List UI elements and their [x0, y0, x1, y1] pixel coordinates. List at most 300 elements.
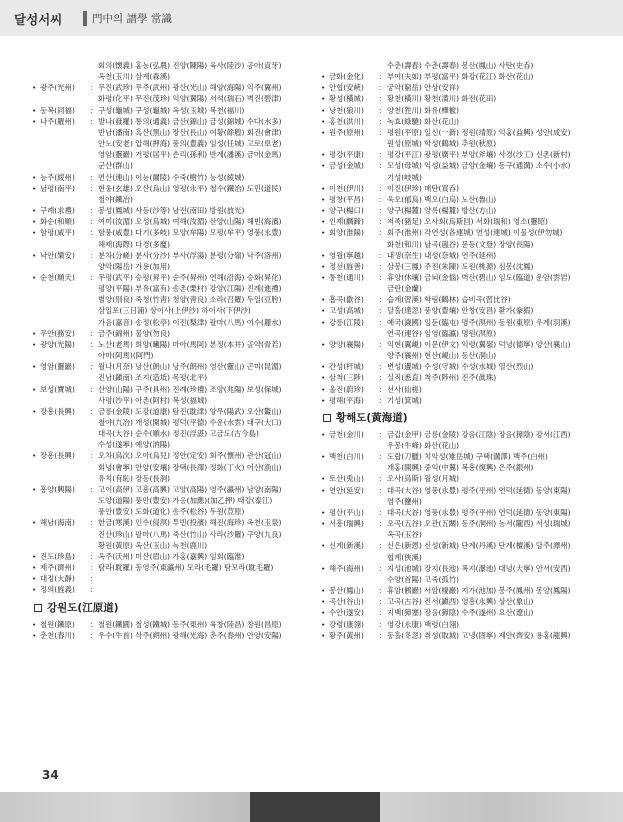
- historical-names: 수양(首陽) 고죽(孤竹): [387, 574, 460, 584]
- region-entry: [32, 250, 304, 261]
- region-entry: [321, 596, 593, 607]
- region-entry: [32, 562, 304, 573]
- bullet-icon: •: [321, 194, 326, 204]
- historical-names: 화천(和川) 남곡(嵐谷) 문등(文登) 장양(長陽): [387, 239, 534, 249]
- region-entry-continuation: [98, 529, 304, 540]
- region-entry: [32, 450, 304, 461]
- historical-names: 안노(安老) 압해(押海) 풍의(豊義) 임성(任城) 고로(阜老): [98, 139, 282, 149]
- bullet-icon: •: [32, 406, 37, 416]
- region-entry-continuation: [387, 60, 593, 71]
- historical-names: 우수(牛首) 삭주(朔州) 광해(光海) 춘주(春州) 안양(安陽): [98, 630, 282, 640]
- region-entry: [32, 406, 304, 417]
- historical-names: 신은(新恩) 신성(新城) 단계(丹溪) 단계(檀溪) 담주(潭州): [387, 541, 571, 551]
- historical-names: 지성(池城) 장지(長池) 폭지(瀑池) 대녕(大寧) 안서(安西): [387, 563, 571, 573]
- historical-names: 양천(狌川) 화유(樺楡): [387, 105, 460, 115]
- region-entry: [321, 485, 593, 496]
- bullet-icon: •: [32, 563, 37, 573]
- region-name: 인제(麟蹄): [329, 217, 364, 227]
- region-name: 연안(延安): [329, 485, 364, 495]
- historical-names: 휴암(鵂巖) 서암(棲巖) 지가(池加) 봉주(鳳州) 봉양(鳳陽): [387, 586, 571, 596]
- colon-separator: :: [379, 395, 382, 405]
- historical-names: 영암(靈巖) 거평(居平) 손리(孫利) 반계(潘溪) 금마(金馬): [98, 150, 282, 160]
- region-name: 평산(平山): [329, 507, 364, 517]
- bullet-icon: •: [321, 507, 326, 517]
- bullet-icon: •: [32, 574, 37, 584]
- historical-names: 금릉(金陵) 도강(道康) 탐진(耽津) 양무(陽武) 오산(鰲山): [98, 406, 282, 416]
- historical-names: 염주(鹽州): [387, 496, 422, 506]
- colon-separator: :: [379, 507, 382, 517]
- region-entry: [321, 294, 593, 305]
- historical-names: 삼봉(三鳳) 주진(朱陳) 도원(桃源) 심봉(沈鳳): [387, 261, 534, 271]
- region-entry-continuation: [98, 239, 304, 250]
- bullet-icon: •: [321, 228, 326, 238]
- bullet-icon: •: [32, 172, 37, 182]
- region-entry: [32, 183, 304, 194]
- colon-separator: :: [379, 317, 382, 327]
- historical-names: 산양(山陽) 구주(具州) 진례(珍禮) 조양(兆陽) 보성(保城): [98, 384, 282, 394]
- historical-names: 녹효(綠驍) 화산(花山): [387, 116, 460, 126]
- historical-names: 금갑(金甲) 금릉(金陵) 강음(江陰) 장음(獐陰) 강서(江西): [387, 429, 571, 439]
- historical-names: 평강(平江) 광평(廣平) 부양(斧壤) 사경(沙工) 신촌(新村): [387, 150, 571, 160]
- region-entry: [321, 149, 593, 160]
- colon-separator: :: [90, 328, 93, 338]
- region-entry-continuation: [98, 127, 304, 138]
- region-entry: [321, 540, 593, 551]
- historical-names: 평양(平陽) 부유(富有) 송촌(栗村) 강양(江陽) 진례(進禮): [98, 284, 282, 294]
- region-name: 금성(金城): [329, 161, 364, 171]
- colon-separator: :: [379, 362, 382, 372]
- historical-names: 발나(發羅) 통의(通義) 금산(錦山) 금성(錦城) 수다(水多): [98, 116, 282, 126]
- colon-separator: :: [379, 586, 382, 596]
- historical-names: 월나(月奈) 낭산(朗山) 낭주(朗州) 영산(靈山) 곤미(昆湄): [98, 362, 282, 372]
- region-entry-continuation: [387, 239, 593, 250]
- region-name: 토산(兎山): [329, 474, 364, 484]
- colon-separator: :: [379, 217, 382, 227]
- region-entry-continuation: [98, 294, 304, 305]
- bullet-icon: •: [321, 541, 326, 551]
- region-entry-continuation: [98, 71, 304, 82]
- bullet-icon: •: [321, 630, 326, 640]
- colon-separator: :: [379, 127, 382, 137]
- region-entry-continuation: [98, 350, 304, 361]
- historical-names: 달홀(達忽) 풍양(豊壤) 안창(安昌) 환가(豢猳): [387, 306, 534, 316]
- region-entry: [32, 384, 304, 395]
- historical-names: 분차(分嵯) 분사(分沙) 부사(浮湯) 분령(分嶺) 낙주(洛州): [98, 250, 282, 260]
- colon-separator: :: [379, 474, 382, 484]
- region-entry: [321, 305, 593, 316]
- bullet-icon: •: [32, 518, 37, 528]
- historical-names: 오차(烏次) 오아(烏兒) 정안(定安) 회주(懷州) 관산(冠山): [98, 451, 282, 461]
- region-name: 울진(蔚珍): [329, 384, 364, 394]
- historical-names: 화평(化平) 무진(茂珍) 익양(翼陽) 서석(瑞石) 벽진(碧津): [98, 94, 282, 104]
- colon-separator: :: [90, 362, 93, 372]
- historical-names: 아마(阿馬)(阿門): [98, 351, 154, 361]
- historical-names: 진남(鎭南) 조지(造坻) 목평(北平): [98, 373, 208, 383]
- region-entry: [32, 216, 304, 227]
- region-entry: [321, 272, 593, 283]
- historical-names: 철야(九冶) 개성(開城) 평덕(平德) 수운(水雲) 대구(大口): [98, 418, 282, 427]
- region-entry: [321, 105, 593, 116]
- bullet-icon: •: [32, 585, 37, 595]
- bullet-icon: •: [321, 619, 326, 629]
- region-entry: [321, 630, 593, 641]
- colon-separator: :: [379, 194, 382, 204]
- region-entry: [321, 619, 593, 630]
- historical-names: 양구(楊麓) 양록(楊麓) 방산(方山): [387, 206, 497, 216]
- colon-separator: :: [379, 384, 382, 394]
- region-name: 낭천(狼川): [329, 105, 364, 115]
- historical-names: 옥천(玉川) 삼계(森溪): [98, 72, 171, 82]
- region-entry: [321, 250, 593, 261]
- colon-separator: :: [379, 452, 382, 462]
- bullet-icon: •: [321, 339, 326, 349]
- region-name: 회양(淮陽): [329, 228, 364, 238]
- region-name: 홍천(洪川): [329, 116, 364, 126]
- region-entry-continuation: [98, 506, 304, 517]
- region-entry: [32, 328, 304, 339]
- historical-names: 궁악(窮岳) 안상(安祥): [387, 83, 460, 93]
- historical-names: 함풍(咸豊) 다기(多岐) 모양(牟陽) 모평(牟平) 영풍(永豊): [98, 228, 282, 238]
- region-entry-continuation: [98, 317, 304, 328]
- historical-names: 우봉(牛峰) 화산(花山): [387, 441, 460, 450]
- colon-separator: :: [90, 630, 93, 640]
- region-name: 이천(伊川): [329, 183, 364, 193]
- region-entry: [321, 261, 593, 272]
- region-name: 양양(襄陽): [329, 339, 364, 349]
- historical-names: 풍안(豊安) 도화(道化) 송주(松谷) 두원(荳原): [98, 507, 245, 517]
- historical-names: 대곡(大谷) 순수(順水) 정진(浮湛) 고금도(古今島): [98, 429, 259, 439]
- region-entry-continuation: [98, 473, 304, 484]
- historical-names: 연곡(連谷) 임영(臨瀛) 명원(溟原): [387, 328, 497, 338]
- region-entry: [321, 429, 593, 440]
- historical-names: 철야(鐵冶): [98, 194, 133, 204]
- bullet-icon: •: [321, 206, 326, 216]
- historical-names: 수성(遂寧) 예양(汭陽): [98, 440, 171, 450]
- historical-names: 한금(寒溪) 인수(侵溟) 투빈(投濱) 해진(海珍) 옥천(玉泉): [98, 518, 282, 528]
- region-entry-continuation: [387, 283, 593, 294]
- region-name: 강령(康翎): [329, 619, 364, 629]
- colon-separator: :: [379, 161, 382, 171]
- historical-names: 대곡(大谷) 영풍(永豊) 평주(平州) 연덕(延德) 동양(東陽): [387, 485, 571, 495]
- historical-names: 황원(黃原) 옥산(玉山) 녹천(鹿川): [98, 540, 208, 550]
- historical-names: 개홍(開興) 중익(中翼) 복흥(復興) 은주(銀州): [387, 463, 534, 473]
- region-name: 강릉(江陵): [329, 317, 364, 327]
- region-entry: [321, 339, 593, 350]
- historical-names: 구성(龜城) 구성(龜城) 옥성(玉城) 복천(福川): [98, 105, 245, 115]
- historical-names: 양악(陽岳) 가용(加用): [98, 261, 171, 271]
- historical-names: 삼일포(三日浦) 상이사(上伊沙) 하이사(下伊沙): [98, 306, 251, 316]
- right-column: [321, 60, 593, 641]
- colon-separator: :: [90, 217, 93, 227]
- bullet-icon: •: [32, 116, 37, 126]
- colon-separator: :: [90, 451, 93, 461]
- historical-names: 노산(老馬) 희양(曦陽) 마아(馬阿) 본정(本井) 골약(骨若): [98, 339, 282, 349]
- page-number: 34: [42, 768, 59, 782]
- colon-separator: :: [379, 429, 382, 439]
- region-name: 해주(海州): [329, 563, 364, 573]
- site-title: 달성서씨: [14, 12, 63, 27]
- region-entry: [321, 395, 593, 406]
- region-entry: [32, 272, 304, 283]
- region-entry: [32, 573, 304, 584]
- colon-separator: :: [90, 518, 93, 528]
- region-entry-continuation: [98, 540, 304, 551]
- historical-names: 회의(懷義) 홍농(弘農) 진양(陳陽) 육사(陸沙) 공아(貢牙): [98, 61, 282, 70]
- colon-separator: :: [379, 72, 382, 82]
- province-label: 황해도(黃海道): [336, 412, 408, 425]
- bullet-icon: •: [32, 105, 37, 115]
- bullet-icon: •: [321, 183, 326, 193]
- bullet-icon: •: [321, 373, 326, 383]
- region-entry: [32, 227, 304, 238]
- colon-separator: :: [379, 373, 382, 383]
- bullet-icon: •: [321, 306, 326, 316]
- region-entry: [321, 82, 593, 93]
- historical-names: 모성(母城) 익성(益城) 금양(金壤) 동구(通溝) 소수(小水): [387, 161, 571, 171]
- bullet-icon: •: [321, 362, 326, 372]
- bullet-icon: •: [321, 384, 326, 394]
- historical-names: 철원(鐵圓) 철성(鐵城) 동주(東州) 육창(陸昌) 창원(昌原): [98, 619, 282, 629]
- colon-separator: :: [90, 250, 93, 260]
- region-entry: [321, 227, 593, 238]
- historical-names: 가음(嘉音) 송정(松亭) 이진(梨津) 팔마(八馬) 여수(麗水): [98, 317, 282, 327]
- header-divider: [83, 11, 87, 26]
- region-name: 신계(新溪): [329, 541, 364, 551]
- historical-names: 기성(岐城): [387, 172, 422, 182]
- province-heading: [321, 410, 593, 426]
- province-label: 강원도(江原道): [47, 602, 119, 614]
- bullet-icon: •: [321, 250, 326, 260]
- colon-separator: :: [379, 597, 382, 607]
- historical-names: 황천(橫川) 황천(潢川) 화전(花田): [387, 94, 497, 104]
- colon-separator: :: [379, 206, 382, 216]
- region-name: 서흥(瑞興): [329, 519, 364, 529]
- historical-names: 수춘(壽春) 수춘(壽春) 봉산(鳳山) 사탄(史呑): [387, 61, 534, 70]
- colon-separator: :: [379, 183, 382, 193]
- bullet-icon: •: [321, 261, 326, 271]
- colon-separator: :: [90, 406, 93, 416]
- historical-names: 부여(夫如) 부평(富平) 화강(花江) 화산(花山): [387, 72, 534, 82]
- region-name: 함평(咸平): [40, 228, 75, 238]
- region-name: 구례(求禮): [40, 206, 75, 216]
- historical-names: 오사(烏斯) 월성(月城): [387, 474, 460, 484]
- region-entry-continuation: [98, 305, 304, 316]
- historical-names: 익현(翼峴) 이문(伊文) 익령(翼嶺) 덕녕(德寧) 양산(襄山): [387, 339, 571, 349]
- region-name: 정선(旌善): [329, 261, 364, 271]
- historical-names: 회녕(會寧) 안양(安壤) 장택(長澤) 정화(丁火) 어산(漁山): [98, 462, 282, 472]
- bullet-icon: •: [321, 474, 326, 484]
- colon-separator: :: [379, 150, 382, 160]
- bullet-icon: •: [321, 485, 326, 495]
- square-bullet-icon: [323, 414, 331, 422]
- colon-separator: :: [90, 619, 93, 629]
- historical-names: 무진(武珍) 무주(武州) 광산(光山) 해양(海陽) 익주(翼州): [98, 83, 282, 93]
- province-heading: [32, 600, 304, 616]
- bottom-decorative-band: [0, 792, 623, 822]
- region-name: 보성(寶城): [40, 384, 75, 394]
- region-name: 평창(平昌): [329, 194, 364, 204]
- historical-names: 금주(錦州) 물양(勿良): [98, 328, 171, 338]
- region-entry: [32, 205, 304, 216]
- region-entry-continuation: [98, 283, 304, 294]
- colon-separator: :: [379, 541, 382, 551]
- colon-separator: :: [379, 339, 382, 349]
- historical-names: 원성(原城) 학성(鶴城) 추원(秋原): [387, 139, 497, 149]
- historical-names: 회주(淮州) 각연성(各連城) 연성(連城) 이물성(伊勿城): [387, 228, 563, 238]
- bullet-icon: •: [321, 295, 326, 305]
- region-name: 삼척(三陟): [329, 373, 364, 383]
- bullet-icon: •: [321, 116, 326, 126]
- historical-names: 도랍(刀臘) 치악성(雉岳城) 구택(溝澤) 백주(白州): [387, 452, 548, 462]
- bullet-icon: •: [32, 328, 37, 338]
- region-name: 금천(金川): [329, 429, 364, 439]
- colon-separator: :: [90, 272, 93, 282]
- region-entry: [321, 473, 593, 484]
- historical-names: 금란(金蘭): [387, 284, 422, 294]
- historical-names: 휴양(休壤) 금뇌(金惱) 벽산(碧山) 임도(臨道) 운암(雲岩): [387, 272, 571, 282]
- region-entry-continuation: [387, 552, 593, 563]
- historical-names: 반남(潘南) 흑산(黑山) 장산(長山) 여황(餘艎) 회진(會津): [98, 127, 282, 137]
- page-header: [0, 0, 623, 36]
- region-name: 능주(綾州): [40, 172, 75, 182]
- bullet-icon: •: [321, 317, 326, 327]
- region-name: 영월(寧越): [329, 250, 364, 260]
- historical-names: 고이(高伊) 고흥(高興) 고양(高陽) 영주(瀛州) 남양(南陽): [98, 484, 282, 494]
- region-name: 장흥(長興): [40, 451, 75, 461]
- colon-separator: :: [379, 608, 382, 618]
- bullet-icon: •: [32, 551, 37, 561]
- bullet-icon: •: [321, 127, 326, 137]
- bullet-icon: •: [321, 519, 326, 529]
- historical-names: 대곡(大谷) 영풍(永豊) 평주(平州) 연덕(延德) 동양(東陽): [387, 507, 571, 517]
- historical-names: 협계(俠溪): [387, 552, 422, 562]
- historical-names: 연산(連山) 이능(爾陵) 수죽(樹竹) 능성(綾城): [98, 172, 245, 182]
- region-entry: [321, 518, 593, 529]
- region-name: 평강(平康): [329, 150, 364, 160]
- region-name: 철원(鐵原): [40, 619, 75, 629]
- colon-separator: :: [90, 551, 93, 561]
- historical-names: [98, 584, 304, 595]
- region-entry-continuation: [387, 328, 593, 339]
- historical-names: 변성(邊城) 수성(守城) 수성(水城) 열산(烈山): [387, 362, 534, 372]
- region-entry-continuation: [387, 440, 593, 451]
- colon-separator: :: [90, 384, 93, 394]
- region-entry: [32, 630, 304, 641]
- historical-names: 진산(珍山) 팔마(八馬) 죽산(竹山) 사라(沙羅) 구양(九良): [98, 529, 282, 539]
- region-entry: [321, 205, 593, 216]
- bullet-icon: •: [32, 362, 37, 372]
- historical-names: 영강(永康) 백령(白翎): [387, 619, 460, 629]
- region-name: 남평(南平): [40, 183, 75, 193]
- left-column: [32, 60, 304, 641]
- region-name: 대정(大靜): [40, 574, 75, 584]
- region-entry-continuation: [387, 496, 593, 507]
- colon-separator: :: [379, 261, 382, 271]
- region-entry-continuation: [98, 439, 304, 450]
- region-entry: [32, 339, 304, 350]
- bullet-icon: •: [32, 272, 37, 282]
- region-name: 순천(順天): [40, 272, 75, 282]
- historical-names: [98, 573, 304, 584]
- region-name: 춘천(春川): [40, 630, 75, 640]
- region-entry: [321, 607, 593, 618]
- colon-separator: :: [90, 183, 93, 193]
- region-entry-continuation: [387, 529, 593, 540]
- region-name: 양구(楊口): [329, 206, 364, 216]
- region-entry-continuation: [98, 372, 304, 383]
- colon-separator: :: [90, 574, 93, 584]
- region-entry-continuation: [98, 395, 304, 406]
- colon-separator: :: [90, 563, 93, 573]
- region-name: 낙안(樂安): [40, 250, 75, 260]
- region-name: 간성(杆城): [329, 362, 364, 372]
- bullet-icon: •: [32, 619, 37, 629]
- region-name: 무안(務安): [40, 328, 75, 338]
- region-entry: [32, 82, 304, 93]
- region-name: 금화(金化): [329, 72, 364, 82]
- region-entry-continuation: [98, 60, 304, 71]
- historical-names: 저족(豬足) 오사회(烏斯回) 서화(瑞和) 영소(靈昭): [387, 217, 548, 227]
- bullet-icon: •: [321, 608, 326, 618]
- historical-names: 여미(汝湄) 오성(烏城) 여해(汝湄) 산양(山陽) 해빈(海濱): [98, 217, 282, 227]
- historical-names: 무평(武平) 승평(昇平) 순주(昇州) 연해(沿海) 승화(昇化): [98, 272, 282, 282]
- colon-separator: :: [379, 272, 382, 282]
- historical-names: 사평(沙平) 아촌(阿村) 복성(福城): [98, 395, 208, 405]
- colon-separator: :: [90, 585, 93, 595]
- bullet-icon: •: [321, 395, 326, 405]
- colon-separator: :: [379, 295, 382, 305]
- bullet-icon: •: [321, 586, 326, 596]
- bullet-icon: •: [32, 630, 37, 640]
- bullet-icon: •: [321, 597, 326, 607]
- historical-names: 이진(伊珍) 매탄(買呑): [387, 183, 460, 193]
- historical-names: 봉성(鳳城) 사등(沙等) 남전(南田) 방원(放光): [98, 206, 245, 216]
- region-entry-continuation: [387, 574, 593, 585]
- region-entry: [321, 372, 593, 383]
- region-name: 해남(海南): [40, 518, 75, 528]
- historical-names: 기성(箕城): [387, 395, 422, 405]
- region-entry: [321, 194, 593, 205]
- region-name: 장흥(長興): [40, 406, 75, 416]
- bullet-icon: •: [32, 217, 37, 227]
- region-entry: [32, 484, 304, 495]
- bullet-icon: •: [321, 105, 326, 115]
- bullet-icon: •: [32, 206, 37, 216]
- region-entry: [32, 105, 304, 116]
- historical-names: 욱오(郁烏) 백오(白烏) 노산(魯山): [387, 194, 497, 204]
- historical-names: 실직(悉直) 척주(陟州) 진주(眞珠): [387, 373, 497, 383]
- historical-names: 내생(奈生) 내성(奈城) 연주(延州): [387, 250, 497, 260]
- historical-names: 옥주(沃州) 미산(眉山) 가홍(嘉興) 임회(臨淮): [98, 551, 245, 561]
- region-entry: [32, 584, 304, 595]
- historical-names: 선사(仙槎): [387, 384, 422, 394]
- region-entry-continuation: [98, 495, 304, 506]
- region-entry-continuation: [98, 138, 304, 149]
- colon-separator: :: [379, 630, 382, 640]
- region-name: 흥양(興陽): [40, 484, 75, 494]
- bullet-icon: •: [321, 217, 326, 227]
- region-name: 영암(靈巖): [40, 362, 75, 372]
- region-entry: [32, 361, 304, 372]
- bullet-icon: •: [32, 484, 37, 494]
- region-name: 봉산(鳳山): [329, 586, 364, 596]
- region-name: 고성(高城): [329, 306, 364, 316]
- region-name: 황주(黃州): [329, 630, 364, 640]
- region-entry: [32, 172, 304, 183]
- colon-separator: :: [379, 228, 382, 238]
- historical-names: 해제(海際) 다경(多慶): [98, 239, 171, 249]
- colon-separator: :: [379, 116, 382, 126]
